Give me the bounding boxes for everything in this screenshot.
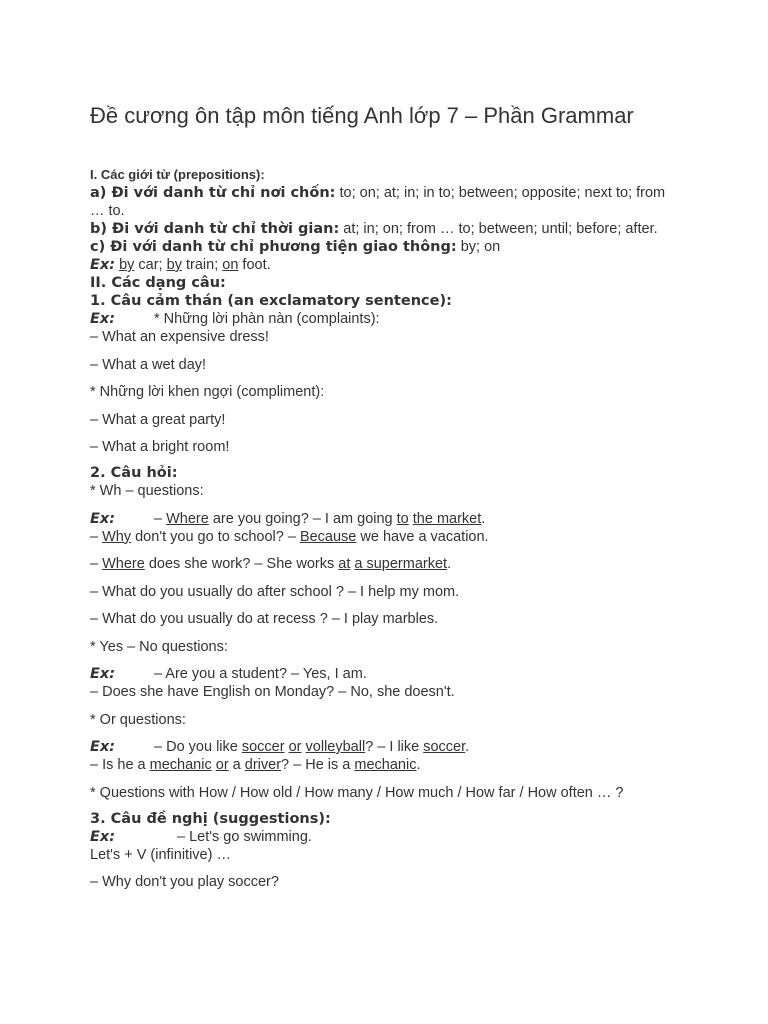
underlined-word: soccer [423, 739, 466, 755]
underlined-word: Because [299, 528, 357, 545]
complaints-label: * Những lời phàn nàn (complaints): [154, 311, 380, 327]
exclamatory-heading: 1. Câu cảm thán (an exclamatory sentence): [90, 293, 452, 309]
example-label: Ex: [90, 828, 116, 845]
text: – Is he a [90, 757, 150, 773]
section-sentence-types-heading: II. Các dạng câu: [90, 275, 226, 291]
text: – Do you like [154, 739, 242, 755]
or-questions-label: * Or questions: [90, 711, 186, 728]
wh-example-line [90, 528, 680, 546]
underlined-word: by [166, 257, 182, 273]
example-text: train; [181, 257, 223, 273]
place-text: to; on; at; in; in to; between; opposite; next to; from … to. [90, 185, 666, 219]
time-prepositions [90, 220, 680, 238]
exclamation-line: – What a great party! [90, 411, 226, 428]
questions-heading: 2. Câu hỏi: [90, 465, 178, 481]
wh-example-line [90, 555, 680, 573]
example-label: Ex: [90, 666, 116, 682]
place-prepositions [90, 184, 680, 220]
text: ? – He is a [281, 757, 355, 773]
document-title: Đề cương ôn tập môn tiếng Anh lớp 7 – Phần Grammar [90, 103, 634, 128]
underlined-word: to [396, 510, 409, 527]
text: does she work? – She works [144, 556, 339, 572]
text: ? – I like [365, 739, 424, 755]
underlined-word: or [288, 739, 302, 755]
underlined-word: Where [166, 510, 209, 527]
text: – Let's go swimming. [177, 828, 312, 845]
underlined-word: Where [102, 556, 145, 572]
or-example-line [90, 756, 680, 774]
example-label: Ex: [90, 257, 116, 273]
compliment-label: * Những lời khen ngợi (compliment): [90, 384, 325, 400]
yes-no-questions-label: * Yes – No questions: [90, 638, 228, 655]
time-label: b) Đi với danh từ chỉ thời gian: [90, 221, 340, 237]
transport-text: by; on [456, 239, 501, 255]
text: don't you go to school? – [131, 528, 300, 545]
text: – [154, 510, 167, 527]
transport-example [90, 256, 680, 274]
text: . [447, 556, 452, 572]
text: – Are you a student? – Yes, I am. [154, 666, 367, 682]
example-label: Ex: [90, 739, 116, 755]
text: a [228, 757, 245, 773]
wh-example-line [90, 510, 680, 528]
underlined-word: driver [244, 757, 282, 773]
section-prepositions-heading: I. Các giới từ (prepositions): [90, 167, 265, 182]
underlined-word: a supermarket [354, 556, 448, 572]
exclamation-line: – What a bright room! [90, 439, 230, 455]
underlined-word: volleyball [305, 739, 366, 755]
example-label: Ex: [90, 510, 116, 527]
text: are you going? – I am going [208, 510, 397, 527]
example-text: foot. [238, 257, 271, 273]
underlined-word: soccer [241, 739, 285, 755]
text: – [90, 528, 103, 545]
transport-label: c) Đi với danh từ chỉ phương tiện giao thông: [90, 239, 457, 255]
yes-no-example-line [90, 665, 680, 683]
wh-example-line: – What do you usually do after school ? – I help my mom. [90, 583, 460, 600]
text: – [90, 556, 103, 572]
underlined-word: Why [102, 528, 132, 545]
complaints-line [90, 310, 680, 328]
underlined-word: mechanic [149, 757, 212, 773]
underlined-word: on [222, 257, 239, 273]
place-label: a) Đi với danh từ chỉ nơi chốn: [90, 185, 336, 201]
suggestion-formula: Let's + V (infinitive) … [90, 846, 231, 863]
text: we have a vacation. [356, 528, 489, 545]
example-label: Ex: [90, 311, 116, 327]
underlined-word: by [119, 257, 135, 273]
underlined-word: the market [412, 510, 482, 527]
or-example-line [90, 738, 680, 756]
suggestion-example-line: – Why don't you play soccer? [90, 874, 279, 890]
wh-questions-label: * Wh – questions: [90, 483, 204, 499]
underlined-word: at [338, 556, 351, 572]
how-questions-line: * Questions with How / How old / How many / How much / How far / How often … ? [90, 784, 624, 801]
document-body [90, 166, 680, 891]
wh-example-line: – What do you usually do at recess ? – I play marbles. [90, 611, 439, 627]
yes-no-example-line: – Does she have English on Monday? – No, she doesn't. [90, 684, 455, 700]
exclamation-line: – What an expensive dress! [90, 329, 269, 345]
time-text: at; in; on; from … to; between; until; before; after. [339, 221, 658, 237]
text: . [416, 757, 421, 773]
underlined-word: or [215, 757, 229, 773]
text: . [481, 510, 486, 527]
text: . [465, 739, 470, 755]
suggestion-example-line [90, 828, 680, 846]
underlined-word: mechanic [354, 757, 417, 773]
example-text: car; [134, 257, 167, 273]
transport-prepositions [90, 238, 680, 256]
exclamation-line: – What a wet day! [90, 356, 207, 373]
suggestions-heading: 3. Câu đề nghị (suggestions): [90, 810, 331, 827]
